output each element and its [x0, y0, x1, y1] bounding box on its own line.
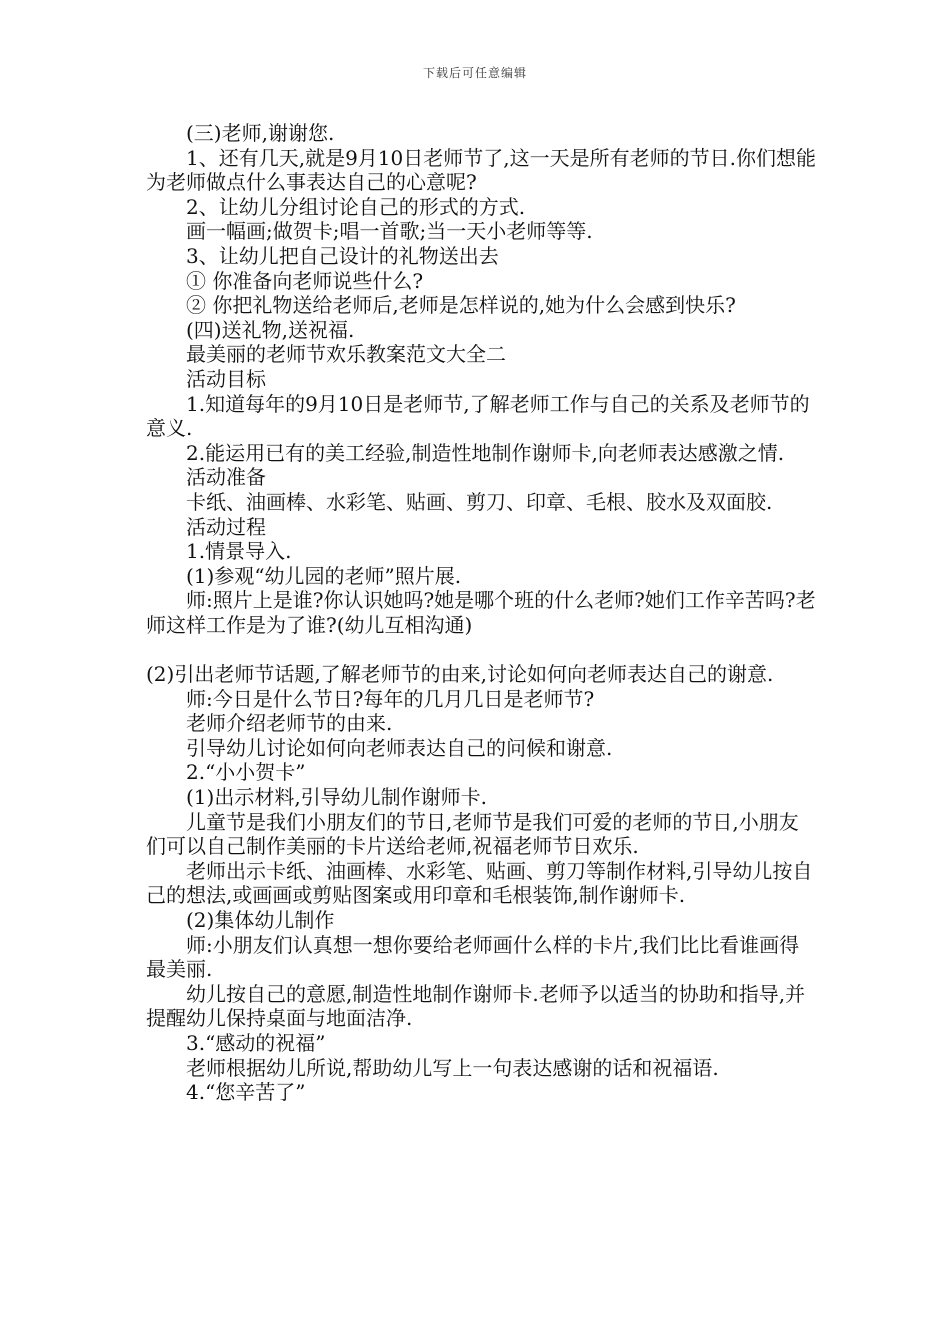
paragraph: (三)老师,谢谢您. — [186, 121, 335, 145]
paragraph: 幼儿按自己的意愿,制造性地制作谢师卡.老师予以适当的协助和指导,并提醒幼儿保持桌面与地面洁净. — [146, 981, 806, 1031]
paragraph: 引导幼儿讨论如何向老师表达自己的问候和谢意. — [186, 735, 613, 760]
paragraph: 活动准备 — [186, 465, 266, 490]
paragraph: 师:今日是什么节日?每年的几月几日是老师节? — [186, 686, 595, 711]
paragraph: 卡纸、油画棒、水彩笔、贴画、剪刀、印章、毛根、胶水及双面胶. — [186, 489, 773, 514]
paragraph: (2)集体幼儿制作 — [186, 908, 335, 932]
paragraph: 1、还有几天,就是9月10日老师节了,这一天是所有老师的节日.你们想能为老师做点什么事表达自己的心意呢? — [146, 145, 816, 195]
paragraph: 老师根据幼儿所说,帮助幼儿写上一句表达感谢的话和祝福语. — [186, 1055, 719, 1080]
paragraph: 2、让幼儿分组讨论自己的形式的方式. — [186, 194, 526, 219]
paragraph: 2.“小小贺卡” — [186, 760, 306, 785]
paragraph: 2.能运用已有的美工经验,制造性地制作谢师卡,向老师表达感激之情. — [186, 440, 785, 465]
paragraph: 活动目标 — [186, 366, 266, 391]
paragraph: (1)出示材料,引导幼儿制作谢师卡. — [186, 785, 488, 810]
paragraph: 4.“您辛苦了” — [186, 1080, 306, 1105]
page-header: 下载后可任意编辑 — [422, 66, 527, 80]
document-body — [146, 121, 816, 1105]
paragraph: 画一幅画;做贺卡;唱一首歌;当一天小老师等等. — [186, 219, 593, 244]
paragraph: 1.知道每年的9月10日是老师节,了解老师工作与自己的关系及老师节的意义. — [146, 391, 810, 441]
paragraph: 最美丽的老师节欢乐教案范文大全二 — [186, 342, 506, 367]
paragraph: 儿童节是我们小朋友们的节日,老师节是我们可爱的老师的节日,小朋友们可以自己制作美丽的卡片送给老师,祝福老师节日欢乐. — [146, 809, 799, 859]
paragraph: 老师出示卡纸、油画棒、水彩笔、贴画、剪刀等制作材料,引导幼儿按自己的想法,或画画或剪贴图案或用印章和毛根装饰,制作谢师卡. — [146, 858, 813, 908]
paragraph: (1)参观“幼儿园的老师”照片展. — [186, 563, 462, 588]
paragraph: 3.“感动的祝福” — [186, 1030, 326, 1055]
paragraph: 1.情景导入. — [186, 539, 292, 564]
paragraph — [146, 637, 816, 662]
paragraph: 3、让幼儿把自己设计的礼物送出去 — [186, 243, 499, 268]
paragraph: (四)送礼物,送祝福. — [186, 317, 355, 342]
paragraph: ① 你准备向老师说些什么? — [186, 268, 424, 293]
paragraph: 活动过程 — [186, 514, 266, 539]
paragraph: (2)引出老师节话题,了解老师节的由来,讨论如何向老师表达自己的谢意. — [146, 662, 774, 687]
paragraph: ② 你把礼物送给老师后,老师是怎样说的,她为什么会感到快乐? — [186, 293, 736, 318]
paragraph: 师:小朋友们认真想一想你要给老师画什么样的卡片,我们比比看谁画得最美丽. — [146, 932, 800, 982]
paragraph: 老师介绍老师节的由来. — [186, 711, 393, 736]
paragraph: 师:照片上是谁?你认识她吗?她是哪个班的什么老师?她们工作辛苦吗?老师这样工作是为了谁?(幼儿互相沟通) — [146, 588, 816, 637]
